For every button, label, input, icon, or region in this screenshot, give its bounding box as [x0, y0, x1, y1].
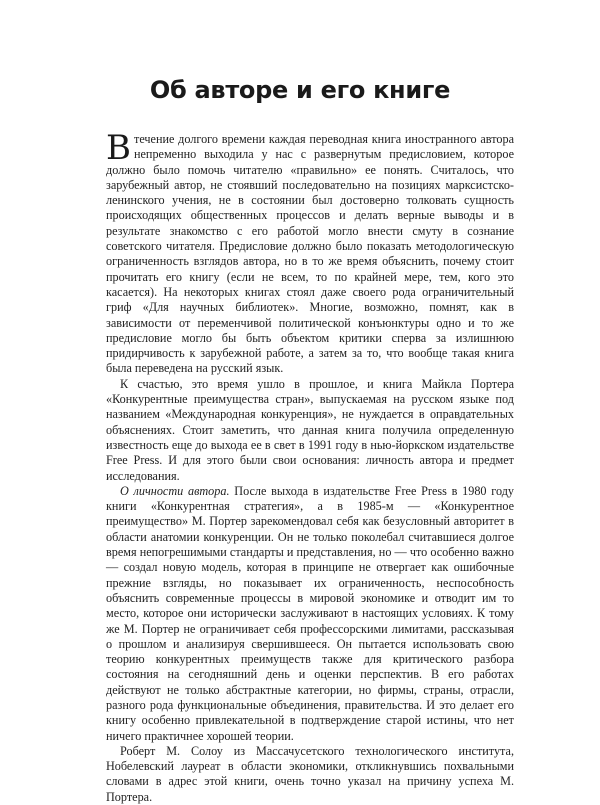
paragraph-3-text: После выхода в издательстве Free Press в 1980 году книги «Конкурентная стратегия», а в 1985-м — «Конкурентное преимущество» М. Портер зарекомендовал себя как безусловный авторитет в области анатомии конкуренции. Он не только поколебал считавшиеся долгое время непогрешимыми стандарты и представления, но — что особенно важно — создал новую модель, которая в принципе не отвергает как ошибочные прежние взгляды, но показывает их ограниченность, неспособность объяснить современные процессы в мировой экономике и отводит им то место, которое они исторически заслуживают в настоящих условиях. К тому же М. Портер не ограничивает себя профессорскими лимитами, рассказывая о прошлом и анализируя свершившееся. Он пытается использовать свою теорию конкурентных преимуществ также для критического разбора состояния на сегодняшний день и оценки перспектив. В его работах действуют не только абстрактные категории, но фирмы, страны, отрасли, разного рода функциональные объединения, правительства. И это делает его книгу особенно привлекательной в подтверждение старой истины, что нет ничего практичнее хорошей теории. [106, 483, 514, 743]
drop-cap: В [106, 128, 131, 168]
paragraph-4: Роберт М. Солоу из Массачусетского технологического института, Нобелевский лауреат в области экономики, откликнувшись похвальными словами в адрес этой книги, очень точно указал на причину успеха М. Портера. [106, 743, 514, 804]
paragraph-1-text: течение долгого времени каждая переводная книга иностранного автора непременно выходила у нас с развернутым предисловием, которое должно было помочь читателю «правильно» ее понять. Считалось, что зарубежный автор, не стоявший последовательно на позициях марксистско-ленинского учения, не в состоянии был достоверно толковать сущность происходящих общественных процессов и делать верные выводы и в результате знакомство с его работой могло внести смуту в сознание советского читателя. Предисловие должно было показать методологическую ограниченность взглядов автора, но в то же время объяснить, почему стоит прочитать его книгу (если не всем, то по крайней мере, тем, кого это касается). На некоторых книгах стоял даже своего рода ограничительный гриф «Для научных библиотек». Многие, возможно, помнят, как в зависимости от переменчивой политической конъюнктуры одно и то же предисловие могло бы быть объектом критики сперва за излишнюю придирчивость к зарубежной работе, а затем за то, что вообще такая книга была переведена на русский язык. [106, 132, 514, 376]
paragraph-1 [106, 128, 514, 377]
body-text [106, 128, 514, 805]
chapter-title: Об авторе и его книге [149, 76, 451, 104]
paragraph-3 [106, 484, 514, 744]
paragraph-2: К счастью, это время ушло в прошлое, и книга Майкла Портера «Конкурентные преимущества стран», выпускаемая на русском языке под названием «Международная конкуренция», не нуждается в оправдательных объяснениях. Стоит заметить, что данная книга получила определенную известность еще до выхода ее в свет в 1991 году в нью-йоркском издательстве Free Press. И для этого были свои основания: личность автора и предмет исследования. [106, 376, 514, 483]
paragraph-3-lead: О личности автора. [120, 483, 230, 498]
